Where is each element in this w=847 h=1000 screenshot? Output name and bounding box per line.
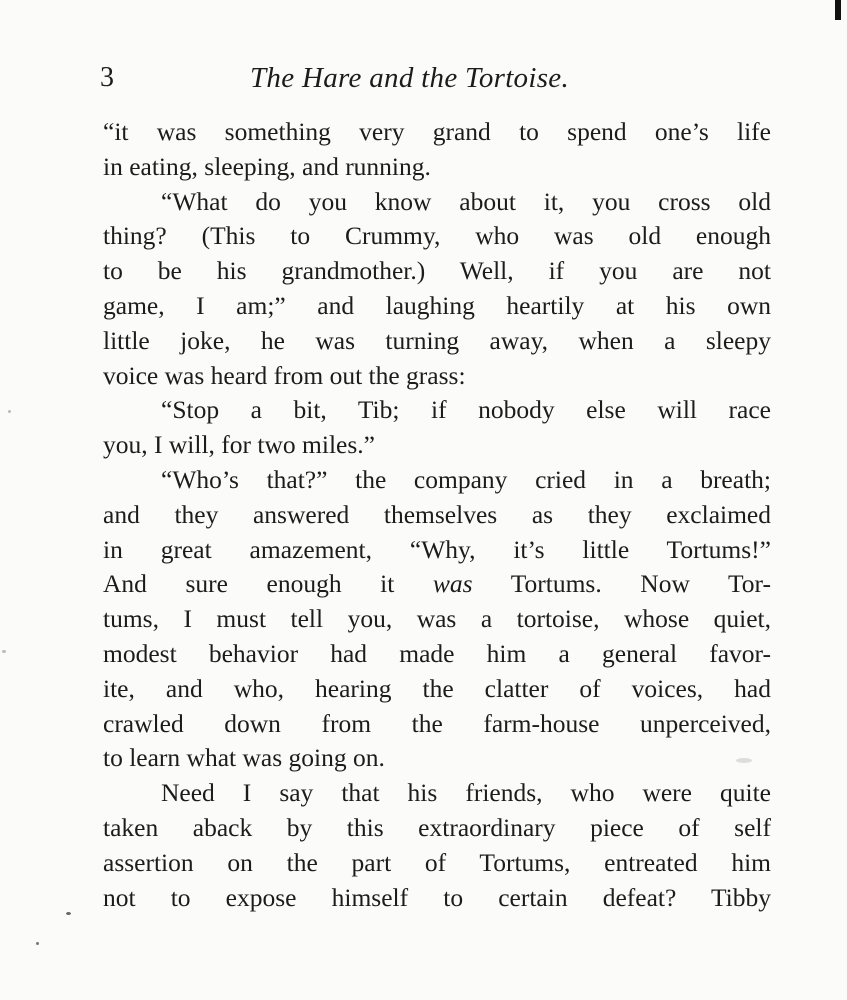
text-line: little joke, he was turning away, when a sleepy [103,325,771,355]
scan-speck [8,410,11,413]
body-text [103,115,771,915]
text-line: taken aback by this extraordinary piece of self [103,812,771,842]
text-line: not to expose himself to certain defeat? Tibby [103,882,771,912]
text-line: ite, and who, hearing the clatter of voices, had [103,673,771,703]
text-line: assertion on the part of Tortums, entreated him [103,847,771,877]
text-line: “Who’s that?” the company cried in a breath; [161,464,771,494]
text-line: “What do you know about it, you cross old [161,186,771,216]
text-line: tums, I must tell you, was a tortoise, whose quiet, [103,604,771,634]
text-line: and they answered themselves as they exclaimed [103,499,771,529]
text-line: to be his grandmother.) Well, if you are not [103,256,771,286]
scan-speck [36,942,39,945]
text-line: modest behavior had made him a general favor- [103,638,771,668]
text-line: you, I will, for two miles.” [103,430,375,460]
text-line: in great amazement, “Why, it’s little Tortums!” [103,534,771,564]
text-segment: And sure enough it [103,569,433,599]
scan-speck [2,650,6,653]
running-title: The Hare and the Tortoise. [250,62,570,94]
page-number: 3 [100,62,114,93]
page-header [100,58,772,98]
scan-speck [66,912,71,915]
text-segment: Tortums. Now Tor- [472,569,772,599]
text-line: “Stop a bit, Tib; if nobody else will race [161,395,771,425]
text-line: “it was something very grand to spend one’s life [103,117,771,146]
scan-corner-mark [835,0,841,20]
text-line: to learn what was going on. [103,743,385,773]
text-line: in eating, sleeping, and running. [103,151,431,181]
text-line: voice was heard from out the grass: [103,360,466,390]
text-line: thing? (This to Crummy, who was old enough [103,221,771,251]
text-line: crawled down from the farm-house unperceived, [103,708,771,738]
text-line: game, I am;” and laughing heartily at his own [103,290,771,320]
text-line: Need I say that his friends, who were quite [161,778,771,808]
emphasis-text: was [432,569,473,599]
text-line [103,567,771,602]
